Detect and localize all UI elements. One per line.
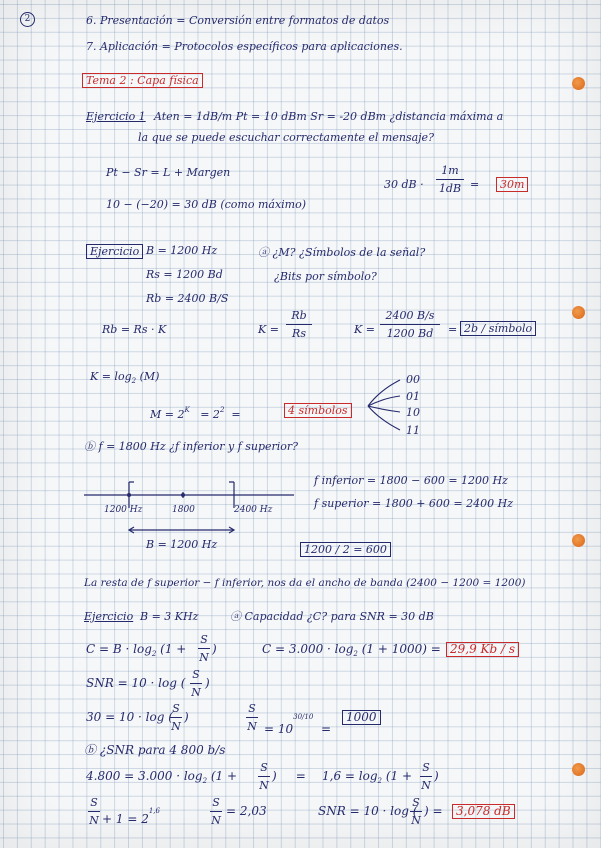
ej2-label: Ejercicio	[86, 244, 143, 259]
m-eq: M = 2	[150, 408, 185, 421]
ej3-snr-eq-close: )	[184, 710, 189, 724]
fraction-bar	[198, 648, 210, 649]
fraction-bar	[410, 811, 422, 812]
ej3-b-eq5-fraction	[410, 796, 422, 827]
ej1-statement-2: la que se puede escuchar correctamente el mensaje?	[138, 131, 434, 144]
b-eq2-sub: 2	[377, 777, 382, 785]
b-eq2-frac-num: S	[422, 761, 430, 774]
symbol-00: 00	[406, 373, 420, 386]
c-calc: C = 3.000 · log	[262, 642, 354, 656]
half-bandwidth: 1200 / 2 = 600	[300, 542, 391, 557]
b-eq2-arg: (1 +	[385, 769, 412, 783]
k-den: Rs	[292, 327, 306, 340]
ej2-rb: Rb = 2400 B/S	[146, 292, 229, 305]
ej3-sn-eq: = $10^{30/10}$ =	[264, 713, 332, 736]
ej1-frac-num: 1m	[441, 164, 459, 177]
ej2-k2-fraction	[380, 309, 440, 340]
ej1-fraction	[436, 164, 464, 195]
ej1-statement: Aten = 1dB/m Pt = 10 dBm Sr = -20 dBm ¿distancia máxima a	[154, 110, 504, 123]
binder-hole	[572, 534, 585, 547]
sn-sup: 30/10	[293, 713, 314, 721]
ej2-b: B = 1200 Hz	[146, 244, 218, 257]
b-eq3-frac-num: S	[90, 796, 98, 809]
ej3-b-eq3-fraction	[88, 796, 100, 827]
axis-high: 2400 Hz	[234, 505, 273, 515]
ej3-b-eq4-fraction	[210, 796, 222, 827]
b-eq5-frac-num: S	[412, 796, 420, 809]
b-eq2: 1,6 = log	[322, 769, 378, 783]
ej3-b-eq1	[86, 770, 237, 788]
m-sup2: 2	[219, 406, 225, 414]
ej1-result-eq: =	[470, 178, 480, 191]
b-eq3-sup: 1,6	[148, 807, 160, 815]
ej3-question-b: ⓑ ¿SNR para 4 800 b/s	[84, 743, 226, 757]
k-log-sub: 2	[131, 377, 137, 385]
b-eq4-frac-num: S	[212, 796, 220, 809]
c-frac-den: N	[199, 651, 209, 664]
b-eq1-sub: 2	[202, 777, 208, 785]
ej3-b-result: 3,078 dB	[452, 804, 515, 819]
m-eq2: = 2	[200, 408, 220, 421]
ej2-f-inf: f inferior = 1800 − 600 = 1200 Hz	[314, 474, 508, 487]
axis-low: 1200 Hz	[104, 505, 143, 515]
fraction-bar	[436, 179, 464, 180]
ej3-c-formula	[86, 643, 186, 661]
snr-eq-frac-num: S	[172, 702, 180, 715]
ej3-b-eq4: = 2,03	[226, 804, 267, 818]
ej1-label: Ejercicio 1	[86, 110, 146, 123]
b-eq2-frac-den: N	[421, 779, 431, 792]
b-eq1-frac-num: S	[260, 761, 268, 774]
k-log-arg: (M)	[139, 370, 160, 383]
ej3-b-eq5-close: ) =	[424, 804, 443, 818]
ej2-m-result: 4 símbolos	[284, 403, 352, 418]
c-calc-arg: (1 + 1000)	[361, 642, 427, 656]
ej3-snr-eq: 30 = 10 · log (	[86, 710, 173, 724]
ej2-k-fraction	[286, 309, 312, 340]
snr-frac-num: S	[192, 668, 200, 681]
ej3-c-calc: $C = 3.000 \cdot \log_2 (1 + 1000)$ =	[262, 642, 441, 658]
bandwidth: B = 1200 Hz	[146, 538, 218, 551]
ej3-b-eq2-fraction	[420, 761, 432, 792]
b-eq1-arg: (1 +	[210, 769, 238, 783]
ej3-c-result: 29,9 Kb / s	[446, 642, 519, 657]
binder-hole	[572, 306, 585, 319]
binder-hole	[572, 763, 585, 776]
fraction-bar	[170, 717, 182, 718]
ej2-k2-eq: K =	[354, 323, 375, 336]
ej3-b: B = 3 KHz	[140, 610, 199, 623]
page-number: 2	[20, 12, 35, 27]
b-eq1-frac-den: N	[259, 779, 269, 792]
c-formula-arg: (1 +	[160, 642, 187, 656]
bandwidth-note: La resta de f superior − f inferior, nos da el ancho de banda (2400 − 1200 = 1200)	[84, 577, 526, 589]
ej1-calc: 30 dB ·	[384, 178, 424, 191]
fraction-bar	[246, 717, 258, 718]
ej2-k-result-eq: =	[448, 323, 458, 336]
m-sup: K	[184, 406, 190, 414]
ej3-c-close: )	[212, 642, 217, 656]
ej2-question-a2: ¿Bits por símbolo?	[274, 270, 377, 283]
ej3-snr-fraction	[190, 668, 202, 699]
ej3-b-eq2-close: )	[434, 769, 439, 783]
line-6: 6. Presentación = Conversión entre formatos de datos	[86, 14, 390, 27]
axis-mid: 1800	[172, 505, 195, 515]
b-eq1: 4.800 = 3.000 · log	[86, 769, 203, 783]
ej1-eq2: 10 − (−20) = 30 dB (como máximo)	[106, 198, 307, 211]
ej3-b-eq5: SNR = 10 · log (	[318, 804, 418, 818]
ej3-c-fraction	[198, 633, 210, 664]
b-eq4-frac-den: N	[211, 814, 221, 827]
ej2-f-sup: f superior = 1800 + 600 = 2400 Hz	[314, 497, 514, 510]
ej3-b-eq3	[102, 805, 160, 826]
symbol-10: 10	[406, 406, 420, 419]
c-frac-num: S	[200, 633, 208, 646]
ej1-result: 30m	[496, 177, 528, 192]
fraction-bar	[210, 811, 222, 812]
ej1-eq1: Pt − Sr = L + Margen	[106, 166, 231, 179]
ej3-b-eq1-close: ) =	[272, 769, 306, 783]
ej2-question-a: ⓐ ¿M? ¿Símbolos de la señal?	[258, 246, 426, 259]
ej3-question-a: ⓐ Capacidad ¿C? para SNR = 30 dB	[230, 610, 434, 623]
ej2-rs: Rs = 1200 Bd	[146, 268, 223, 281]
fraction-bar	[258, 776, 270, 777]
k2-num: 2400 B/s	[385, 309, 435, 322]
c-formula-sub: 2	[151, 650, 157, 658]
ej3-label: Ejercicio	[84, 610, 134, 623]
ej2-k-eq: K =	[258, 323, 279, 336]
ej3-sn-fraction	[246, 702, 258, 733]
fraction-bar	[88, 811, 100, 812]
b-eq5-frac-den: N	[411, 814, 421, 827]
fraction-bar	[420, 776, 432, 777]
snr-frac-den: N	[191, 686, 201, 699]
fraction-bar	[286, 324, 312, 325]
symbol-01: 01	[406, 390, 420, 403]
fraction-bar	[380, 324, 440, 325]
section-title: Tema 2 : Capa física	[82, 73, 203, 88]
ej2-k-result: 2b / símbolo	[460, 321, 536, 336]
line-7: 7. Aplicación = Protocolos específicos para aplicaciones.	[86, 40, 403, 53]
binder-hole	[572, 77, 585, 90]
ej2-m-eq: $M = 2^K$ = $2^2$ =	[150, 406, 241, 421]
ej1-frac-den: 1dB	[438, 182, 462, 195]
sn-eq: = 10	[264, 722, 294, 736]
ej2-rb-eq: Rb = Rs · K	[102, 323, 167, 336]
k-log: K = log	[90, 370, 132, 383]
k-num: Rb	[291, 309, 307, 322]
snr-eq-frac-den: N	[171, 720, 181, 733]
ej2-question-b: ⓑ f = 1800 Hz ¿f inferior y f superior?	[84, 440, 299, 453]
c-formula: C = B · log	[86, 642, 152, 656]
b-eq3-frac-den: N	[89, 814, 99, 827]
ej2-k-log	[90, 370, 159, 388]
fraction-bar	[190, 683, 202, 684]
sn-frac-den: N	[247, 720, 257, 733]
sn-frac-num: S	[248, 702, 256, 715]
ej3-b-eq1-fraction	[258, 761, 270, 792]
ej3-sn-result: 1000	[342, 710, 381, 725]
c-calc-sub: 2	[353, 650, 358, 658]
ej3-snr-close: )	[205, 676, 210, 690]
ej3-snr-def: SNR = 10 · log (	[86, 676, 186, 690]
ej3-snr-eq-fraction	[170, 702, 182, 733]
ej3-b-eq2	[322, 770, 412, 788]
symbol-11: 11	[406, 424, 420, 437]
b-eq3: + 1 = 2	[102, 812, 149, 826]
k2-den: 1200 Bd	[386, 327, 434, 340]
